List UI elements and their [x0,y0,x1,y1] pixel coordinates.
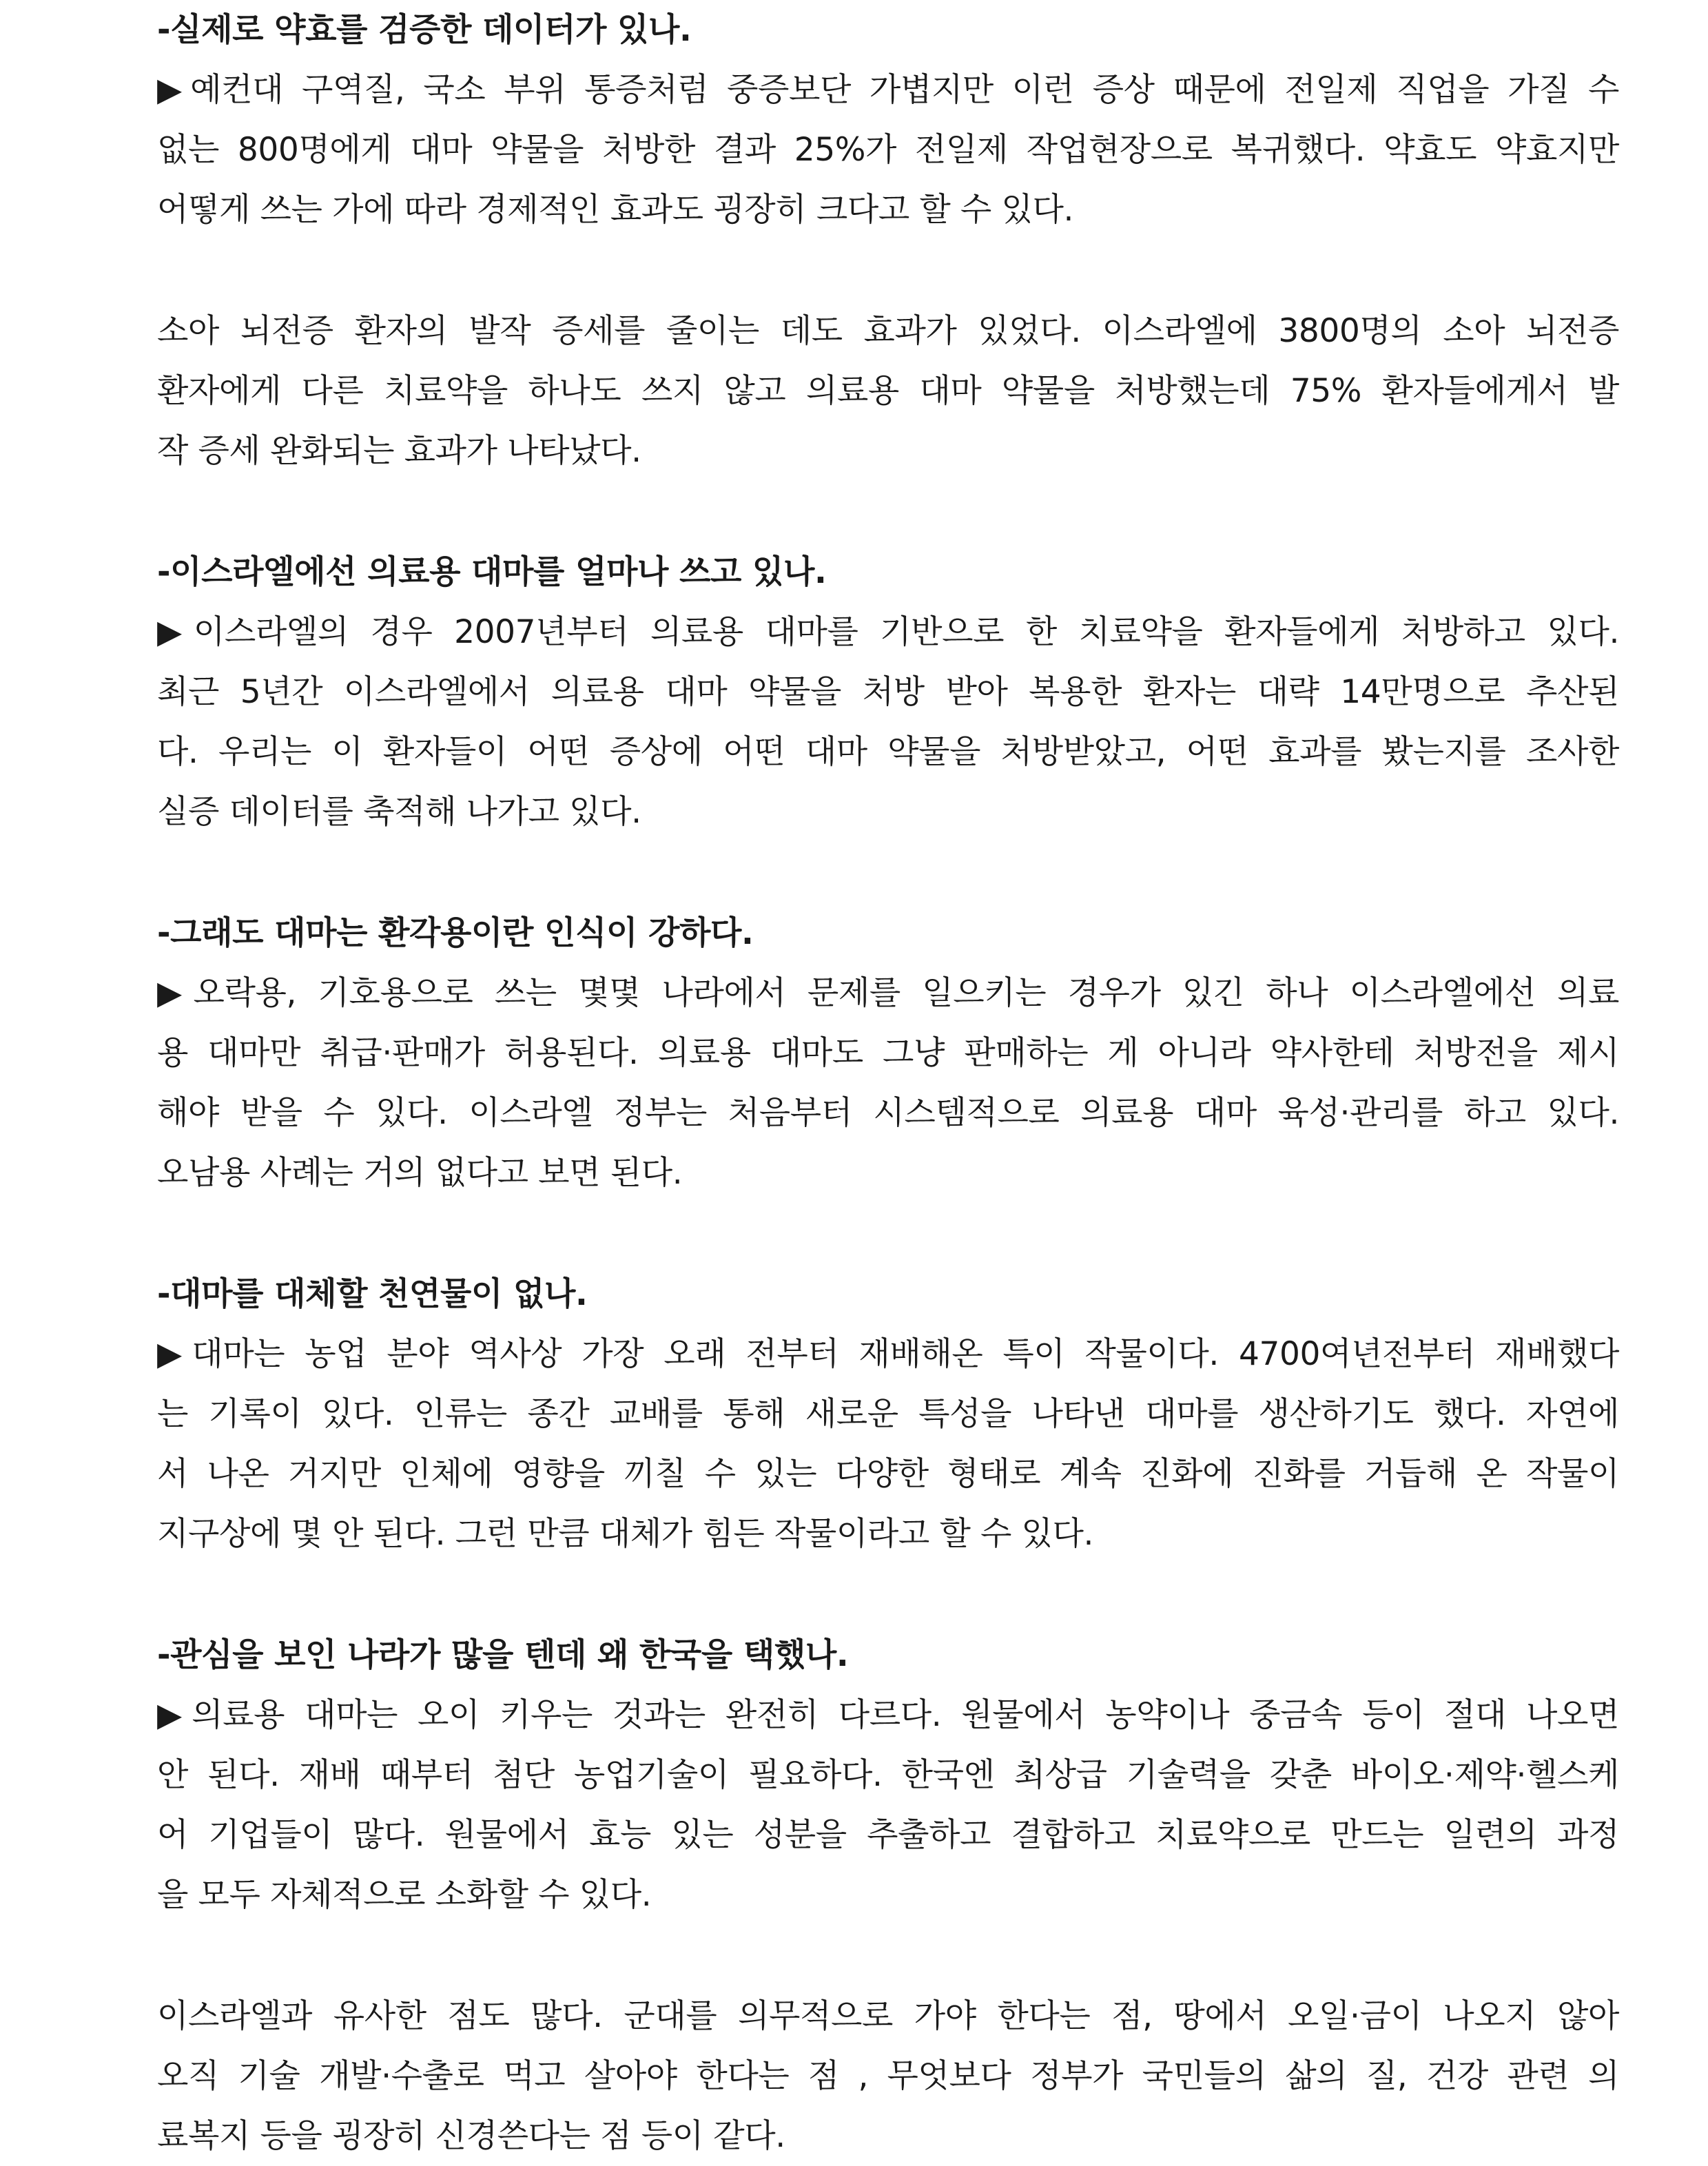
answer-line: ▶이스라엘의 경우 2007년부터 의료용 대마를 기반으로 한 치료약을 환자들에게 처방하고 있다. [157,613,1619,651]
interview-question: -관심을 보인 나라가 많을 텐데 왜 한국을 택했나. [157,1636,849,1674]
paragraph-line: 료복지 등을 굉장히 신경쓴다는 점 등이 같다. [157,2117,785,2155]
answer-line: 오남용 사례는 거의 없다고 보면 된다. [157,1154,683,1192]
answer-line: 는 기록이 있다. 인류는 종간 교배를 통해 새로운 특성을 나타낸 대마를 생산하기도 했다. 자연에 [157,1395,1619,1433]
answer-line: 용 대마만 취급·판매가 허용된다. 의료용 대마도 그냥 판매하는 게 아니라 약사한테 처방전을 제시 [157,1034,1619,1072]
paragraph-line: 이스라엘과 유사한 점도 많다. 군대를 의무적으로 가야 한다는 점, 땅에서 오일·금이 나오지 않아 [157,1997,1619,2035]
paragraph-line: 작 증세 완화되는 효과가 나타났다. [157,432,641,470]
interview-question: -대마를 대체할 천연물이 없나. [157,1275,588,1313]
qa-section [157,1625,1619,1925]
answer-line: ▶예컨대 구역질, 국소 부위 통증처럼 중증보단 가볍지만 이런 증상 때문에 전일제 직업을 가질 수 [157,71,1619,109]
body-paragraph [157,1986,1619,2166]
answer-line: 서 나온 거지만 인체에 영향을 끼칠 수 있는 다양한 형태로 계속 진화에 진화를 거듭해 온 작물이 [157,1455,1619,1493]
answer-line: 안 된다. 재배 때부터 첨단 농업기술이 필요하다. 한국엔 최상급 기술력을 갖춘 바이오·제약·헬스케 [157,1756,1619,1794]
answer-line: ▶의료용 대마는 오이 키우는 것과는 완전히 다르다. 원물에서 농약이나 중금속 등이 절대 나오면 [157,1696,1619,1734]
qa-section [157,1264,1619,1564]
qa-section [157,0,1619,240]
paragraph-gap [157,240,1619,301]
paragraph-line: 오직 기술 개발·수출로 먹고 살아야 한다는 점 , 무엇보다 정부가 국민들의 삶의 질, 건강 관련 의 [157,2057,1619,2095]
answer-line: 해야 받을 수 있다. 이스라엘 정부는 처음부터 시스템적으로 의료용 대마 육성·관리를 하고 있다. [157,1094,1619,1132]
paragraph-line: 환자에게 다른 치료약을 하나도 쓰지 않고 의료용 대마 약물을 처방했는데 75% 환자들에게서 발 [157,372,1619,410]
qa-section [157,903,1619,1203]
paragraph-gap [157,1203,1619,1264]
answer-line: 어떻게 쓰는 가에 따라 경제적인 효과도 굉장히 크다고 할 수 있다. [157,191,1073,229]
interview-question: -실제로 약효를 검증한 데이터가 있나. [157,11,692,49]
article-body [157,0,1619,2166]
interview-question: -그래도 대마는 환각용이란 인식이 강하다. [157,914,754,952]
qa-section [157,542,1619,842]
body-paragraph [157,301,1619,481]
answer-line: 어 기업들이 많다. 원물에서 효능 있는 성분을 추출하고 결합하고 치료약으로 만드는 일련의 과정 [157,1816,1619,1854]
answer-line: ▶오락용, 기호용으로 쓰는 몇몇 나라에서 문제를 일으키는 경우가 있긴 하나 이스라엘에선 의료 [157,974,1619,1012]
answer-line: 없는 800명에게 대마 약물을 처방한 결과 25%가 전일제 작업현장으로 복귀했다. 약효도 약효지만 [157,131,1619,169]
paragraph-gap [157,481,1619,542]
answer-line: 을 모두 자체적으로 소화할 수 있다. [157,1876,652,1914]
answer-line: ▶대마는 농업 분야 역사상 가장 오래 전부터 재배해온 특이 작물이다. 4700여년전부터 재배했다 [157,1335,1619,1373]
interview-question: -이스라엘에선 의료용 대마를 얼마나 쓰고 있나. [157,553,827,591]
answer-line: 지구상에 몇 안 된다. 그런 만큼 대체가 힘든 작물이라고 할 수 있다. [157,1515,1094,1553]
answer-line: 실증 데이터를 축적해 나가고 있다. [157,793,641,831]
paragraph-gap [157,1564,1619,1625]
paragraph-gap [157,1925,1619,1986]
paragraph-line: 소아 뇌전증 환자의 발작 증세를 줄이는 데도 효과가 있었다. 이스라엘에 3800명의 소아 뇌전증 [157,312,1619,350]
answer-line: 최근 5년간 이스라엘에서 의료용 대마 약물을 처방 받아 복용한 환자는 대략 14만명으로 추산된 [157,673,1619,711]
paragraph-gap [157,842,1619,903]
answer-line: 다. 우리는 이 환자들이 어떤 증상에 어떤 대마 약물을 처방받았고, 어떤 효과를 봤는지를 조사한 [157,733,1619,771]
